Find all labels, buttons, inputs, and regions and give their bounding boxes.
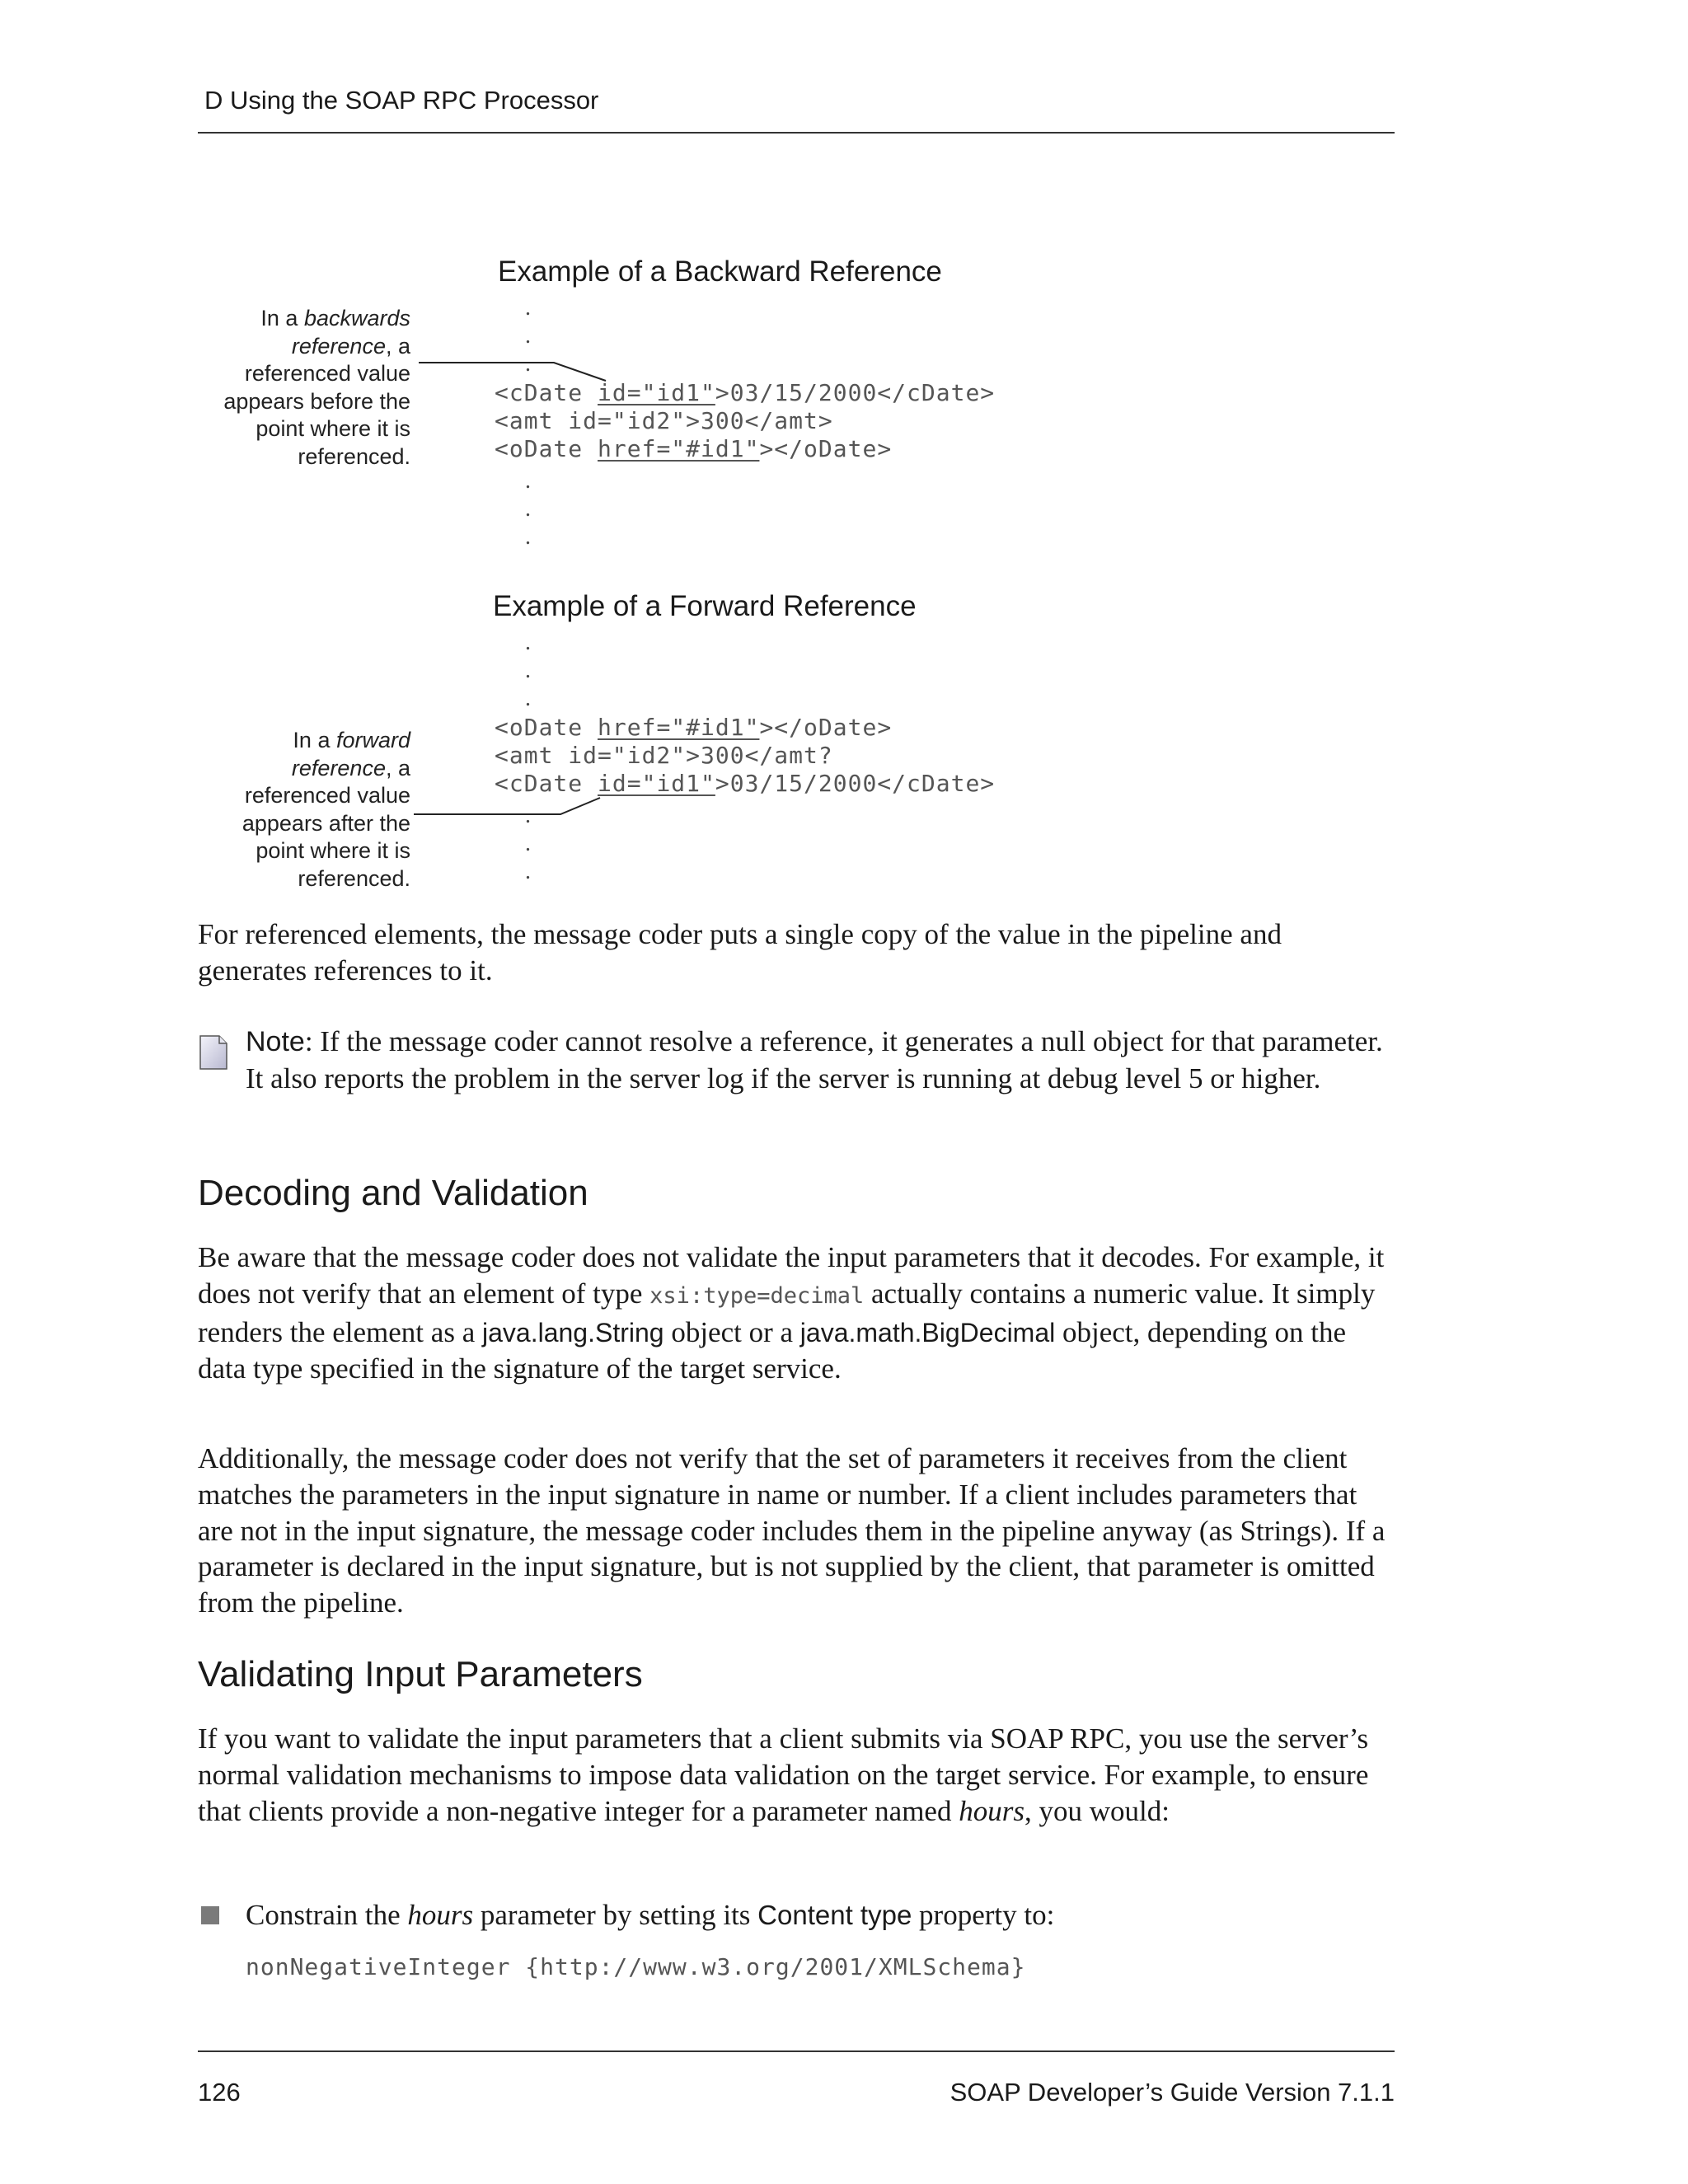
backward-callout: In a backwards reference, a referenced value appears before the point where it is referenced. — [223, 306, 410, 469]
footer-rule — [198, 2050, 1395, 2052]
ellipsis-dot: . — [525, 859, 531, 884]
footer-doc-title: SOAP Developer’s Guide Version 7.1.1 — [950, 2078, 1395, 2107]
heading-decoding-validation: Decoding and Validation — [198, 1173, 588, 1213]
ellipsis-dot: . — [525, 351, 531, 377]
ellipsis-dot: . — [525, 323, 531, 349]
forward-leader-line — [414, 798, 600, 814]
ellipsis-dot: . — [525, 524, 531, 550]
ellipsis-dot: . — [525, 803, 531, 828]
class-name-bigdecimal: java.math.BigDecimal — [799, 1317, 1056, 1347]
forward-callout: In a forward reference, a referenced value appears after the point where it is referenced. — [241, 728, 410, 891]
ellipsis-dot: . — [525, 496, 531, 522]
ellipsis-dot: . — [525, 295, 531, 321]
class-name-string: java.lang.String — [481, 1317, 664, 1347]
bullet-item-constrain: Constrain the hours parameter by setting its Content type property to: — [246, 1899, 1055, 1931]
forward-example-title: Example of a Forward Reference — [493, 590, 917, 622]
backward-code-line-1: <cDate id="id1">03/15/2000</cDate> — [495, 379, 996, 406]
note-label: Note — [246, 1026, 305, 1057]
forward-code-line-3: <cDate id="id1">03/15/2000</cDate> — [495, 770, 996, 797]
running-header: D Using the SOAP RPC Processor — [204, 86, 599, 115]
backward-code-line-3: <oDate href="#id1"></oDate> — [495, 435, 893, 462]
note-icon — [199, 1035, 227, 1070]
bullet-square-icon — [201, 1906, 219, 1924]
para-decoding-1: Be aware that the message coder does not validate the input parameters that it decodes. For example, it does not verify that an element of type xsi:type=decimal actually contains a numeric value. It simply renders the element as a java.lang.String object or a java.math.BigDecimal object, depending on the data type specified in the signature of the target service. — [198, 1241, 1385, 1385]
ellipsis-dot: . — [525, 831, 531, 856]
field-name-content-type: Content type — [757, 1900, 912, 1930]
note-block — [246, 1024, 1395, 1097]
heading-validating-input: Validating Input Parameters — [198, 1654, 643, 1694]
inline-code-xsi-type: xsi:type=decimal — [649, 1282, 865, 1309]
backward-example-title: Example of a Backward Reference — [498, 255, 942, 288]
ellipsis-dot: . — [525, 468, 531, 494]
code-content-type-value: nonNegativeInteger {http://www.w3.org/2001/XMLSchema} — [246, 1953, 1026, 1980]
forward-code-line-1: <oDate href="#id1"></oDate> — [495, 714, 893, 741]
para-referenced: For referenced elements, the message coder puts a single copy of the value in the pipeline and generates references to it. — [198, 918, 1282, 987]
backward-code-line-2: <amt id="id2">300</amt> — [495, 407, 833, 434]
ellipsis-dot: . — [525, 686, 531, 711]
ellipsis-dot: . — [525, 658, 531, 683]
note-text: : If the message coder cannot resolve a reference, it generates a null object for that parameter. It also reports the problem in the server log if the server is running at debug level 5 or higher. — [246, 1025, 1383, 1094]
para-decoding-2: Additionally, the message coder does not verify that the set of parameters it receives from the client matches the parameters in the input signature in name or number. If a client includes parameters that are not in the input signature, the message coder includes them in the pipeline anyway (as Strings). If a parameter is declared in the input signature, but is not supplied by the client, that parameter is omitted from the pipeline. — [198, 1442, 1386, 1619]
forward-code-line-2: <amt id="id2">300</amt? — [495, 742, 833, 769]
para-validating-1: If you want to validate the input parameters that a client submits via SOAP RPC, you use the server’s normal validation mechanisms to impose data validation on the target service. For example, to ensure that clients provide a non-negative integer for a parameter named hours, you would: — [198, 1722, 1369, 1827]
footer-page-number: 126 — [198, 2078, 241, 2107]
ellipsis-dot: . — [525, 630, 531, 655]
backward-leader-line — [419, 363, 606, 381]
